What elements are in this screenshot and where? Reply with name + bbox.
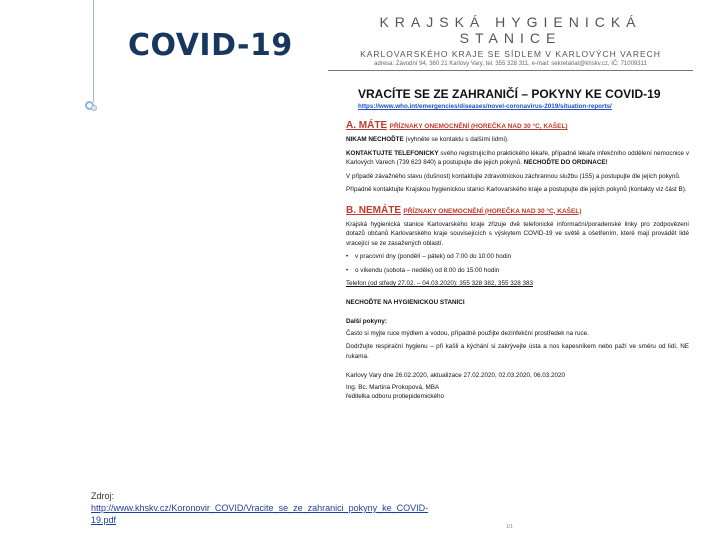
section-b-bullet-2: • o víkendu (sobota – neděle) od 8:00 do 15:00 hodin	[346, 266, 500, 274]
slide-title: COVID-19	[128, 28, 293, 63]
bullet-icon: •	[346, 253, 349, 260]
decorative-small-circle-icon	[91, 105, 97, 111]
section-a-paragraph-2: KONTAKTUJTE TELEFONICKY svého registrujícího praktického lékaře, případně lékaře infekčního oddělení nemocnice v Karlových Varech (739 623 840) a postupujte dle jejich pokynů. NECHOĎTE DO ORDINACE!	[346, 149, 690, 166]
section-a-subtitle: PŘÍZNAKY ONEMOCNĚNÍ (HOREČKA NAD 30 °C, KAŠEL)	[389, 123, 568, 130]
section-b-heading	[328, 205, 693, 216]
section-a-paragraph-3: V případě závažného stavu (dušnost) kontaktujte zdravotnickou záchrannou službu (155) a postupujte dle jejích pokynů.	[346, 172, 681, 180]
section-a-letter: A. MÁTE	[346, 120, 388, 131]
date-line: Karlovy Vary dne 26.02.2020, aktualizace 27.02.2020, 02.03.2020, 06.03.2020	[346, 372, 566, 379]
section-b-warning: NECHOĎTE NA HYGIENICKOU STANICI	[346, 298, 465, 306]
section-b-bullet-1: • v pracovní dny (pondělí – pátek) od 7:00 do 10:00 hodin	[346, 253, 512, 260]
source-link[interactable]: http://www.khskv.cz/Koronovir_COVID/Vracite_se_ze_zahranici_pokyny_ke_COVID-19.pdf	[91, 503, 429, 525]
section-a-paragraph-1: NIKAM NECHOĎTE (vyhněte se kontaktu s dalšími lidmi).	[346, 136, 509, 143]
who-link[interactable]: https://www.who.int/emergencies/diseases/novel-coronavirus-2019/situation-reports/	[358, 103, 612, 110]
source-label: Zdroj:	[91, 491, 115, 501]
section-b-letter: B. NEMÁTE	[346, 204, 401, 216]
signature-name: Ing. Bc. Martina Prokopová, MBA	[346, 383, 440, 391]
section-b-phones: Telefon (od středy 27.02. – 04.03.2020): 355 328 382, 355 328 383	[346, 280, 533, 287]
section-b-paragraph-1: Krajská hygienická stanice Karlovarského kraje zřizuje dvě telefonické informační/poradenské linky pro zodpovězení dotazů občanů Karlovarského kraje souvisejících s výskytem COVID-19 ve světě a ošetřením, které mají provádět lidé vracející se ze zasažených oblastí.	[346, 220, 689, 247]
agency-title: KRAJSKÁ HYGIENICKÁ STANICE	[379, 14, 642, 46]
section-a-heading	[328, 120, 693, 131]
agency-address: adresa: Závodní 94, 360 21 Karlovy Vary, tel. 355 328 311, e-mail: sekretariat@khskv.cz, IČ: 71009311	[328, 61, 693, 71]
further-paragraph-1: Často si myjte ruce mýdlem a vodou, případně použijte dezinfekční prostředek na ruce.	[346, 329, 589, 337]
section-b-subtitle: PŘÍZNAKY ONEMOCNĚNÍ (HOREČKA NAD 30 °C, KAŠEL)	[403, 207, 582, 215]
agency-subtitle: KARLOVARSKÉHO KRAJE SE SÍDLEM V KARLOVÝCH VARECH	[360, 49, 661, 59]
further-heading: Další pokyny:	[346, 317, 387, 325]
decorative-vertical-line	[93, 0, 94, 102]
signature-role: ředitelka odboru protiepidemického	[346, 393, 445, 400]
further-paragraph-2: Dodržujte respirační hygienu – při kašli a kýchání si zakrývejte ústa a nos kapesníkem nebo paží ve směru od lidí, NE rukama.	[346, 343, 689, 360]
document-heading: VRACÍTE SE ZE ZAHRANIČÍ – POKYNY KE COVID-19	[358, 87, 661, 101]
source-note	[91, 490, 429, 526]
bullet-icon: •	[346, 266, 349, 274]
section-a-paragraph-4: Případně kontaktujte Krajskou hygienickou stanici Karlovarského kraje a postupujte dle jejích pokynů (kontakty viz část B).	[346, 186, 687, 193]
page-number: 1/1	[506, 524, 513, 530]
embedded-document	[328, 14, 693, 540]
